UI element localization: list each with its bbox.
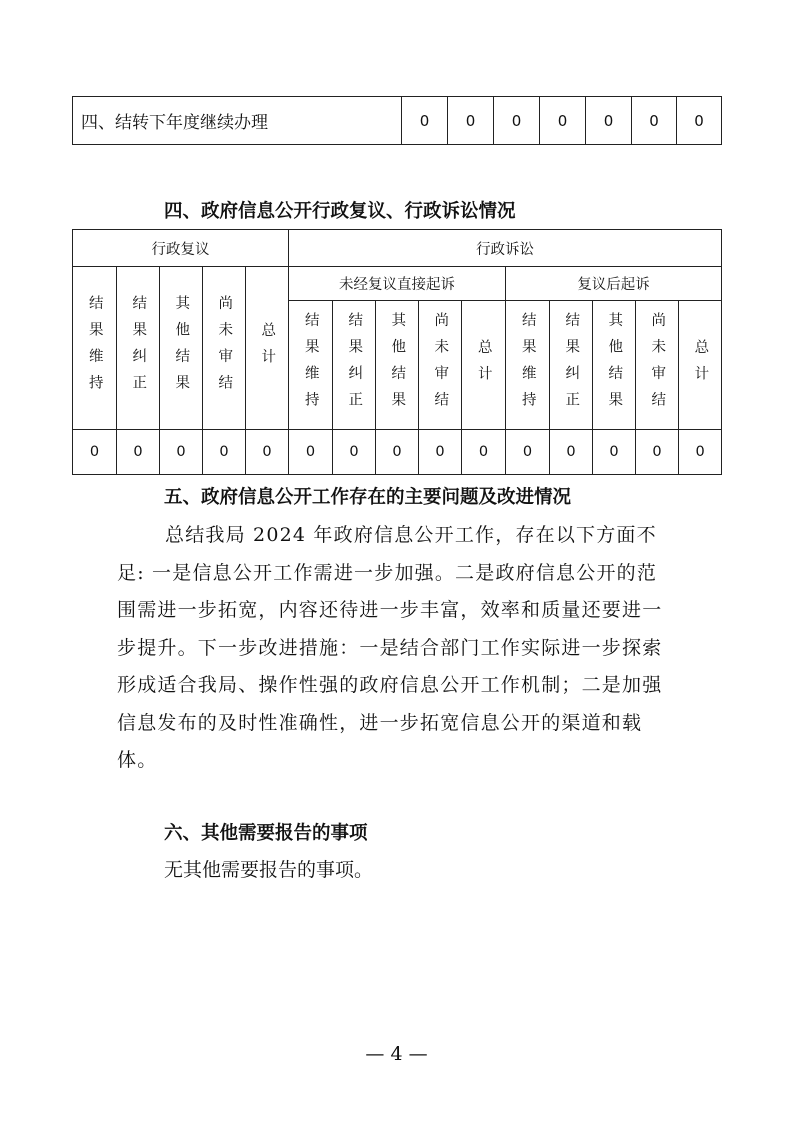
after-value: 0 xyxy=(506,430,550,475)
column-header-upheld xyxy=(506,301,550,430)
section-5-title: 五、政府信息公开工作存在的主要问题及改进情况 xyxy=(164,487,572,508)
direct-value: 0 xyxy=(419,430,462,475)
after-value: 0 xyxy=(593,430,636,475)
carry-over-value: 0 xyxy=(677,97,722,145)
review-value: 0 xyxy=(73,430,117,475)
column-header-text: 其他结果 xyxy=(389,312,406,418)
after-value: 0 xyxy=(550,430,593,475)
after-value: 0 xyxy=(679,430,722,475)
column-header-corrected xyxy=(117,267,160,430)
carry-over-value: 0 xyxy=(586,97,632,145)
direct-suit-header: 未经复议直接起诉 xyxy=(289,267,506,301)
direct-value: 0 xyxy=(333,430,376,475)
review-value: 0 xyxy=(117,430,160,475)
carry-over-label: 四、结转下年度继续办理 xyxy=(73,97,402,145)
column-header-pending xyxy=(419,301,462,430)
carry-over-value: 0 xyxy=(494,97,540,145)
direct-value: 0 xyxy=(289,430,333,475)
column-header-text: 结果纠正 xyxy=(346,312,363,418)
column-header-text: 总计 xyxy=(475,338,492,392)
column-header-total xyxy=(246,267,289,430)
carry-over-table xyxy=(72,96,722,145)
column-header-text: 其他结果 xyxy=(173,295,190,401)
column-header-text: 其他结果 xyxy=(606,312,623,418)
column-header-upheld xyxy=(73,267,117,430)
carry-over-value: 0 xyxy=(540,97,586,145)
carry-over-value: 0 xyxy=(402,97,448,145)
column-header-upheld xyxy=(289,301,333,430)
section-5-body: 总结我局 2024 年政府信息公开工作，存在以下方面不足: 一是信息公开工作需进一步加强。二是政府信息公开的范围需进一步拓宽，内容还待进一步丰富，效率和质量还要进一步提升。下一步改进措施：一是结合部门工作实际进一步探索形成适合我局、操作性强的政府信息公开工作机制；二是加强信息发布的及时性准确性，进一步拓宽信息公开的渠道和载体。 xyxy=(117,524,663,771)
carry-over-value: 0 xyxy=(632,97,677,145)
after-review-header: 复议后起诉 xyxy=(506,267,722,301)
review-value: 0 xyxy=(246,430,289,475)
column-header-text: 结果纠正 xyxy=(130,295,147,401)
carry-over-row xyxy=(73,97,722,145)
column-header-text: 结果维持 xyxy=(519,312,536,418)
section-6-body: 无其他需要报告的事项。 xyxy=(164,859,374,881)
column-header-text: 尚未审结 xyxy=(649,312,666,418)
review-value: 0 xyxy=(160,430,203,475)
section-6-title: 六、其他需要报告的事项 xyxy=(164,823,368,844)
after-value: 0 xyxy=(636,430,679,475)
column-header-pending xyxy=(203,267,246,430)
direct-value: 0 xyxy=(376,430,419,475)
column-header-text: 总计 xyxy=(692,338,709,392)
column-header-corrected xyxy=(550,301,593,430)
column-header-text: 结果维持 xyxy=(302,312,319,418)
column-header-text: 总计 xyxy=(259,321,276,375)
column-header-pending xyxy=(636,301,679,430)
column-header-other xyxy=(376,301,419,430)
section-4-title: 四、政府信息公开行政复议、行政诉讼情况 xyxy=(164,201,516,222)
column-header-text: 尚未审结 xyxy=(216,295,233,401)
column-header-other xyxy=(160,267,203,430)
carry-over-value: 0 xyxy=(448,97,494,145)
review-value: 0 xyxy=(203,430,246,475)
column-header-total xyxy=(462,301,506,430)
column-header-text: 结果维持 xyxy=(86,295,103,401)
admin-review-header: 行政复议 xyxy=(73,230,289,267)
column-header-text: 尚未审结 xyxy=(432,312,449,418)
column-header-total xyxy=(679,301,722,430)
review-litigation-table xyxy=(72,229,722,475)
column-header-corrected xyxy=(333,301,376,430)
column-header-text: 结果纠正 xyxy=(563,312,580,418)
column-header-other xyxy=(593,301,636,430)
page-number: — 4 — xyxy=(365,1043,428,1065)
direct-value: 0 xyxy=(462,430,506,475)
table-row xyxy=(73,430,722,475)
litigation-header: 行政诉讼 xyxy=(289,230,722,267)
